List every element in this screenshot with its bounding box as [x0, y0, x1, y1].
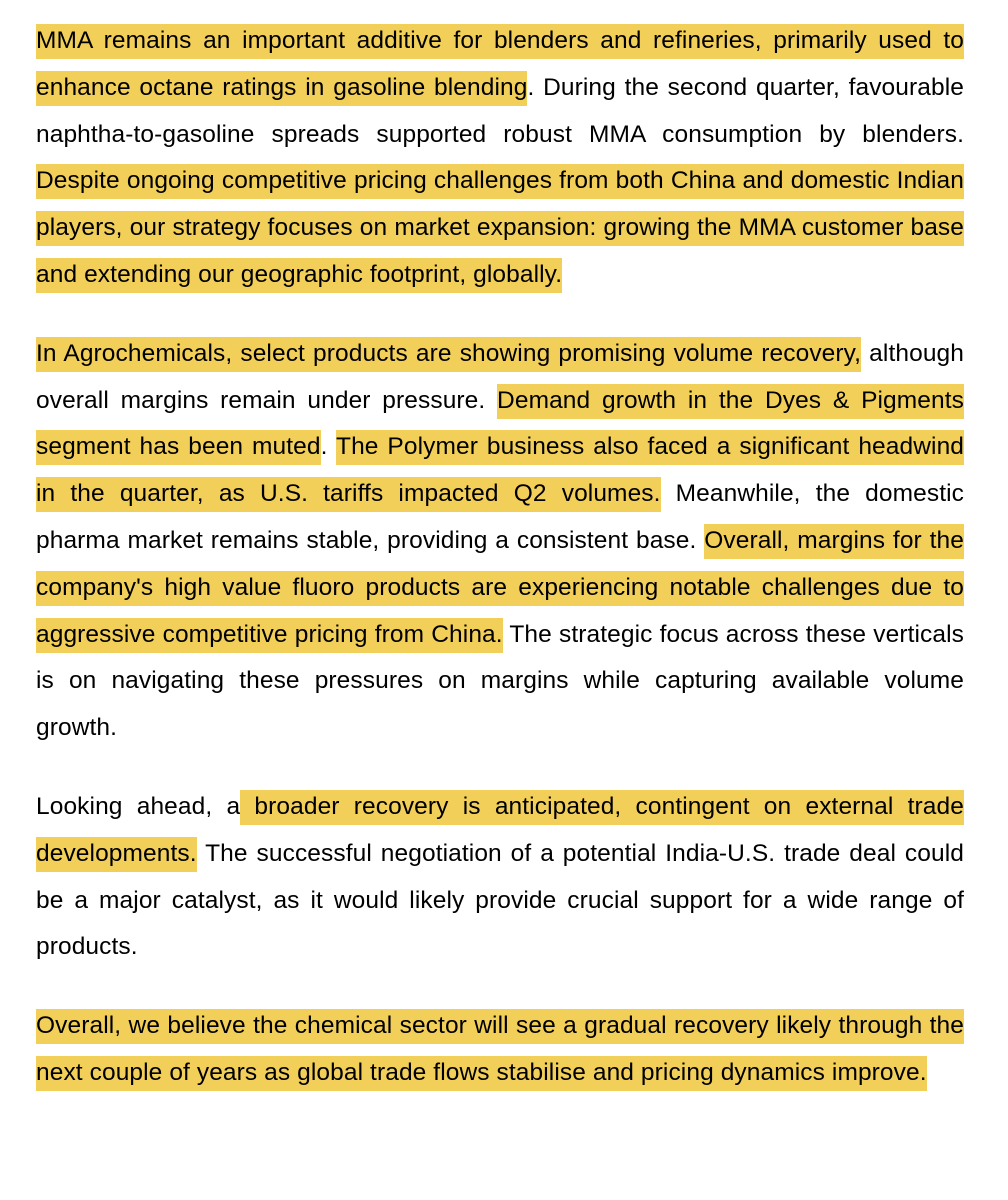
text-segment: Meanwhile, the domestic pharma market remains stable, providing a consistent base.	[36, 480, 964, 554]
text-segment: The successful negotiation of a potential India-U.S. trade deal could be a major catalyst, as it would likely provide crucial support for a wide range of products.	[36, 839, 964, 961]
highlighted-text: In Agrochemicals, select products are showing promising volume recovery,	[36, 337, 861, 372]
highlighted-text: Overall, margins for the company's high value fluoro products are experiencing notable challenges due to aggressive competitive pricing from China.	[36, 524, 964, 653]
text-segment: The strategic focus across these verticals is on navigating these pressures on margins while capturing available volume growth.	[36, 620, 965, 742]
highlighted-text: broader recovery is anticipated, contingent on external trade developments.	[36, 790, 964, 872]
text-segment: . During the second quarter, favourable naphtha-to-gasoline spreads supported robust MMA consumption by blenders.	[36, 73, 964, 148]
highlighted-text: MMA remains an important additive for blenders and refineries, primarily used to enhance octane ratings in gasoline blending	[36, 24, 964, 106]
text-segment: .	[320, 433, 336, 461]
paragraph-agrochemicals	[36, 331, 964, 752]
highlighted-text: Overall, we believe the chemical sector will see a gradual recovery likely through the next couple of years as global trade flows stabilise and pricing dynamics improve.	[36, 1009, 964, 1091]
paragraph-mma	[36, 18, 964, 299]
paragraph-outlook	[36, 784, 964, 971]
text-segment: Looking ahead, a	[36, 792, 241, 820]
highlighted-text: Demand growth in the Dyes & Pigments segment has been muted	[36, 384, 964, 466]
highlighted-text: Despite ongoing competitive pricing challenges from both China and domestic Indian players, our strategy focuses on market expansion: growing the MMA customer base and extending our geographic footprint, globally.	[36, 164, 964, 293]
highlighted-text: The Polymer business also faced a significant headwind in the quarter, as U.S. tariffs impacted Q2 volumes.	[36, 430, 964, 512]
document-page	[36, 18, 964, 1097]
paragraph-conclusion	[36, 1003, 964, 1097]
text-segment: although overall margins remain under pressure.	[36, 339, 964, 414]
